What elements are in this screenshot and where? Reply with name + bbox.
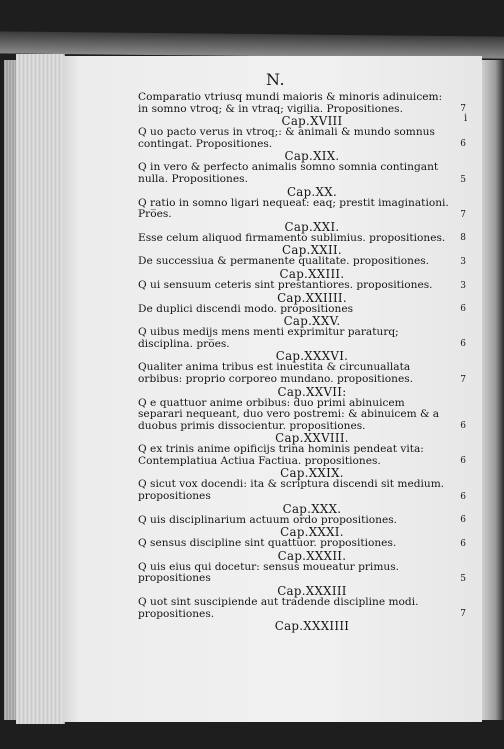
proposition-count: 7 [460, 609, 466, 620]
entry-text: Q uis disciplinarium actuum ordo propositiones. [138, 513, 398, 526]
entry-text: Q in vero & perfecto animalis somno somnia contingant nulla. Propositiones. [138, 161, 439, 185]
entry-text: Q ui sensuum ceteris sint prestantiores. propositiones. [138, 278, 433, 291]
chapter-heading: Cap.XVIII [281, 114, 343, 129]
toc-entry [138, 562, 466, 585]
chapter-heading: Cap.XXI. [284, 219, 340, 234]
entry-text: Q sensus discipline sint quattuor. propositiones. [138, 537, 397, 550]
proposition-count: 6 [460, 515, 466, 526]
chapter-heading: Cap.XIX. [284, 149, 340, 164]
proposition-count: 6 [460, 339, 466, 350]
toc-entry [138, 256, 466, 268]
chapter-heading: Cap.XXXII. [277, 548, 347, 563]
chapter-heading: Cap.XXII. [282, 243, 342, 258]
page-stack-edges [16, 54, 65, 724]
proposition-count: 3 [460, 256, 466, 267]
entry-text: Q e quattuor anime orbibus: duo primi abinuicem separari nequeant, duo vero postremi: & abinuicem & a duobus primis dissocientur. propositiones. [138, 396, 440, 432]
entry-text: Comparatio vtriusq mundi maioris & minoris adinuicem: in somno vtroq; & in vtraq; vigilia. Propositiones. [138, 91, 443, 115]
book-cover-edge [0, 31, 504, 58]
proposition-count: 5 [460, 574, 466, 585]
toc-entry [138, 515, 466, 527]
chapter-heading: Cap.XXVIII. [275, 431, 349, 446]
proposition-count: 7 [460, 209, 466, 220]
entry-text: Q uis eius qui docetur: sensus moueatur primus. propositiones [138, 560, 399, 585]
proposition-count: 6 [460, 456, 466, 467]
chapter-heading: Cap.XXXIII [277, 584, 347, 599]
proposition-count: 7 [460, 104, 466, 115]
toc-entry [138, 479, 466, 502]
page-right-edge [482, 60, 504, 720]
chapter-heading: Cap.XXXIIII [274, 619, 350, 634]
toc-entry [138, 597, 466, 620]
entry-text: De duplici discendi modo. propositiones [138, 302, 354, 315]
toc-entry [138, 362, 466, 385]
entry-text: Esse celum aliquod firmamento sublimius. propositiones. [138, 231, 446, 244]
margin-mark: i [464, 113, 468, 124]
proposition-count: 6 [460, 304, 466, 315]
entry-text: Q uot sint suscipiende aut tradende discipline modi. propositiones. [138, 596, 419, 620]
entry-text: Q uibus medijs mens menti exprimitur paraturq; disciplina. pro̅es. [138, 326, 399, 350]
toc-entry [138, 280, 466, 292]
toc-entry [138, 327, 466, 350]
entry-text: Q ratio in somno ligari nequeat: eaq; prestit imaginationi. Pro̅es. [138, 196, 449, 221]
entry-text: Q uo pacto verus in vtroq;: & animali & mundo somnus contingat. Propositiones. [138, 126, 435, 150]
toc-entry [138, 198, 466, 221]
proposition-count: 3 [460, 280, 466, 291]
entry-text: Q sicut vox docendi: ita & scriptura discendi sit medium. propositiones [138, 478, 445, 503]
proposition-count: 6 [460, 139, 466, 150]
chapter-heading: Cap.XXIIII. [277, 290, 347, 305]
toc-entry [138, 92, 466, 115]
toc-entry [138, 538, 466, 550]
chapter-heading: Cap.XXIII. [279, 266, 345, 281]
entry-text: De successiua & permanente qualitate. propositiones. [138, 255, 430, 268]
signature-mark: N. [266, 70, 286, 89]
toc-entry [138, 233, 466, 245]
chapter-heading: Cap.XXIX. [280, 466, 344, 481]
chapter-heading: Cap.XXV. [283, 314, 341, 329]
proposition-count: 6 [460, 491, 466, 502]
table-of-contents [138, 92, 466, 632]
chapter-heading: Cap.XXXVI. [275, 349, 349, 364]
entry-text: Qualiter anima tribus est inuestita & circunuallata orbibus: proprio corporeo mundano. propositiones. [138, 361, 414, 385]
proposition-count: 6 [460, 538, 466, 549]
proposition-count: 8 [460, 233, 466, 244]
toc-entry [138, 398, 466, 433]
proposition-count: 6 [460, 421, 466, 432]
toc-entry [138, 127, 466, 150]
chapter-heading: Cap.XXVII: [277, 384, 347, 399]
proposition-count: 5 [460, 174, 466, 185]
toc-entry [138, 444, 466, 467]
entry-text: Q ex trinis anime opificijs trina hominis pendeat vita: Contemplatiua Actiua Factiua. propositiones. [138, 443, 424, 467]
chapter-heading: Cap.XX. [286, 184, 337, 199]
chapter-heading: Cap.XXX. [282, 501, 342, 516]
chapter-heading: Cap.XXXI. [280, 525, 344, 540]
toc-entry [138, 162, 466, 185]
toc-entry [138, 304, 466, 316]
proposition-count: 7 [460, 374, 466, 385]
